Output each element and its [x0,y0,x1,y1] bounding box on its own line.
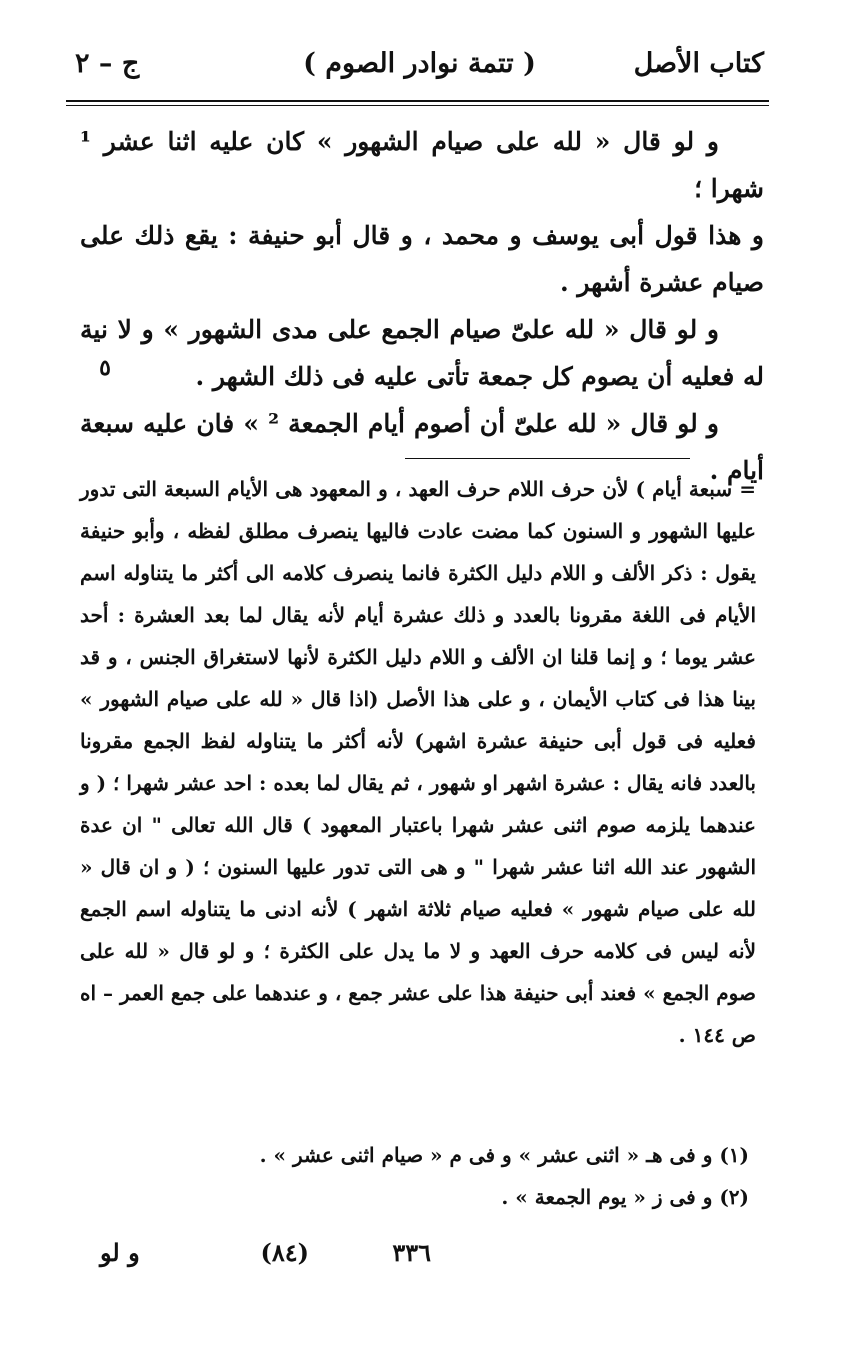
footnote: (٢) و فى ز « يوم الجمعة » . [501,1185,749,1209]
footnote-separator [405,458,690,459]
main-paragraph: و لو قال « لله على صيام الشهور » كان عليه اثنا عشر ¹ شهرا ؛ [80,127,764,203]
commentary [80,468,756,1056]
header-rule [66,100,769,102]
commentary-text: = سبعة أيام ) لأن حرف اللام حرف العهد ، و المعهود هى الأيام السبعة التى تدور عليها الشهور و السنون كما مضت عادت فاليها ينصرف مطلق لفظه ، وأبو حنيفة يقول : ذكر الألف و اللام دليل الكثرة فانما ينصرف كلامه الى أكثر ما يتناوله اسم الأيام فى اللغة مقرونا بالعدد و ذلك عشرة أيام لأنه يقال لما بعد العشرة : أحد عشر يوما ؛ و إنما قلنا ان الألف و اللام دليل الكثرة لأنها لاستغراق الجنس ، و قد بينا هذا فى كتاب الأيمان ، و على هذا الأصل (اذا قال « لله على صيام الشهور » فعليه فى قول أبى حنيفة عشرة اشهر) لأنه أكثر ما يتناوله لفظ الجمع مقرونا بالعدد فانه يقال : عشرة اشهر او شهور ، ثم يقال لما بعده : احد عشر شهرا ؛ ( و عندهما يلزمه صوم اثنى عشر شهرا باعتبار المعهود ) قال الله تعالى " ان عدة الشهور عند الله اثنا عشر شهرا " و هى التى تدور عليها السنون ؛ ( و ان قال « لله على صيام شهور » فعليه صيام ثلاثة اشهر ) لأنه ادنى ما يتناوله اسم الجمع لأنه ليس فى كلامه حرف العهد و لا ما يدل على الكثرة ؛ و لو قال « لله على صوم الجمع » فعند أبى حنيفة هذا على عشر جمع ، و عندهما على جمع العمر – اه ص ١٤٤ . [79,477,757,1047]
running-header [75,48,764,98]
main-paragraph: و هذا قول أبى يوسف و محمد ، و قال أبو حنيفة : يقع ذلك على صيام عشرة أشهر . [80,221,764,297]
catchword: و لو [100,1238,140,1267]
main-paragraph: و لو قال « لله علىّ أن أصوم أيام الجمعة ² » فان عليه سبعة أيام . [80,409,764,485]
chapter-title: ( تتمة نوادر الصوم ) [303,48,536,79]
sheet-number: (٨٤) [260,1238,309,1267]
header-rule-thin [66,105,769,106]
line-number: ٥ [99,355,111,381]
book-title: كتاب الأصل [633,48,764,79]
page-footer [100,1238,749,1278]
page-number: ٣٣٦ [392,1238,431,1267]
main-text [80,118,764,494]
volume-label: ج – ٢ [75,48,140,79]
main-paragraph: و لو قال « لله علىّ صيام الجمع على مدى الشهور » و لا نية له فعليه أن يصوم كل جمعة تأتى عليه فى ذلك الشهر . [80,315,764,391]
footnote: (١) و فى هـ « اثنى عشر » و فى م « صيام اثنى عشر » . [259,1143,749,1167]
